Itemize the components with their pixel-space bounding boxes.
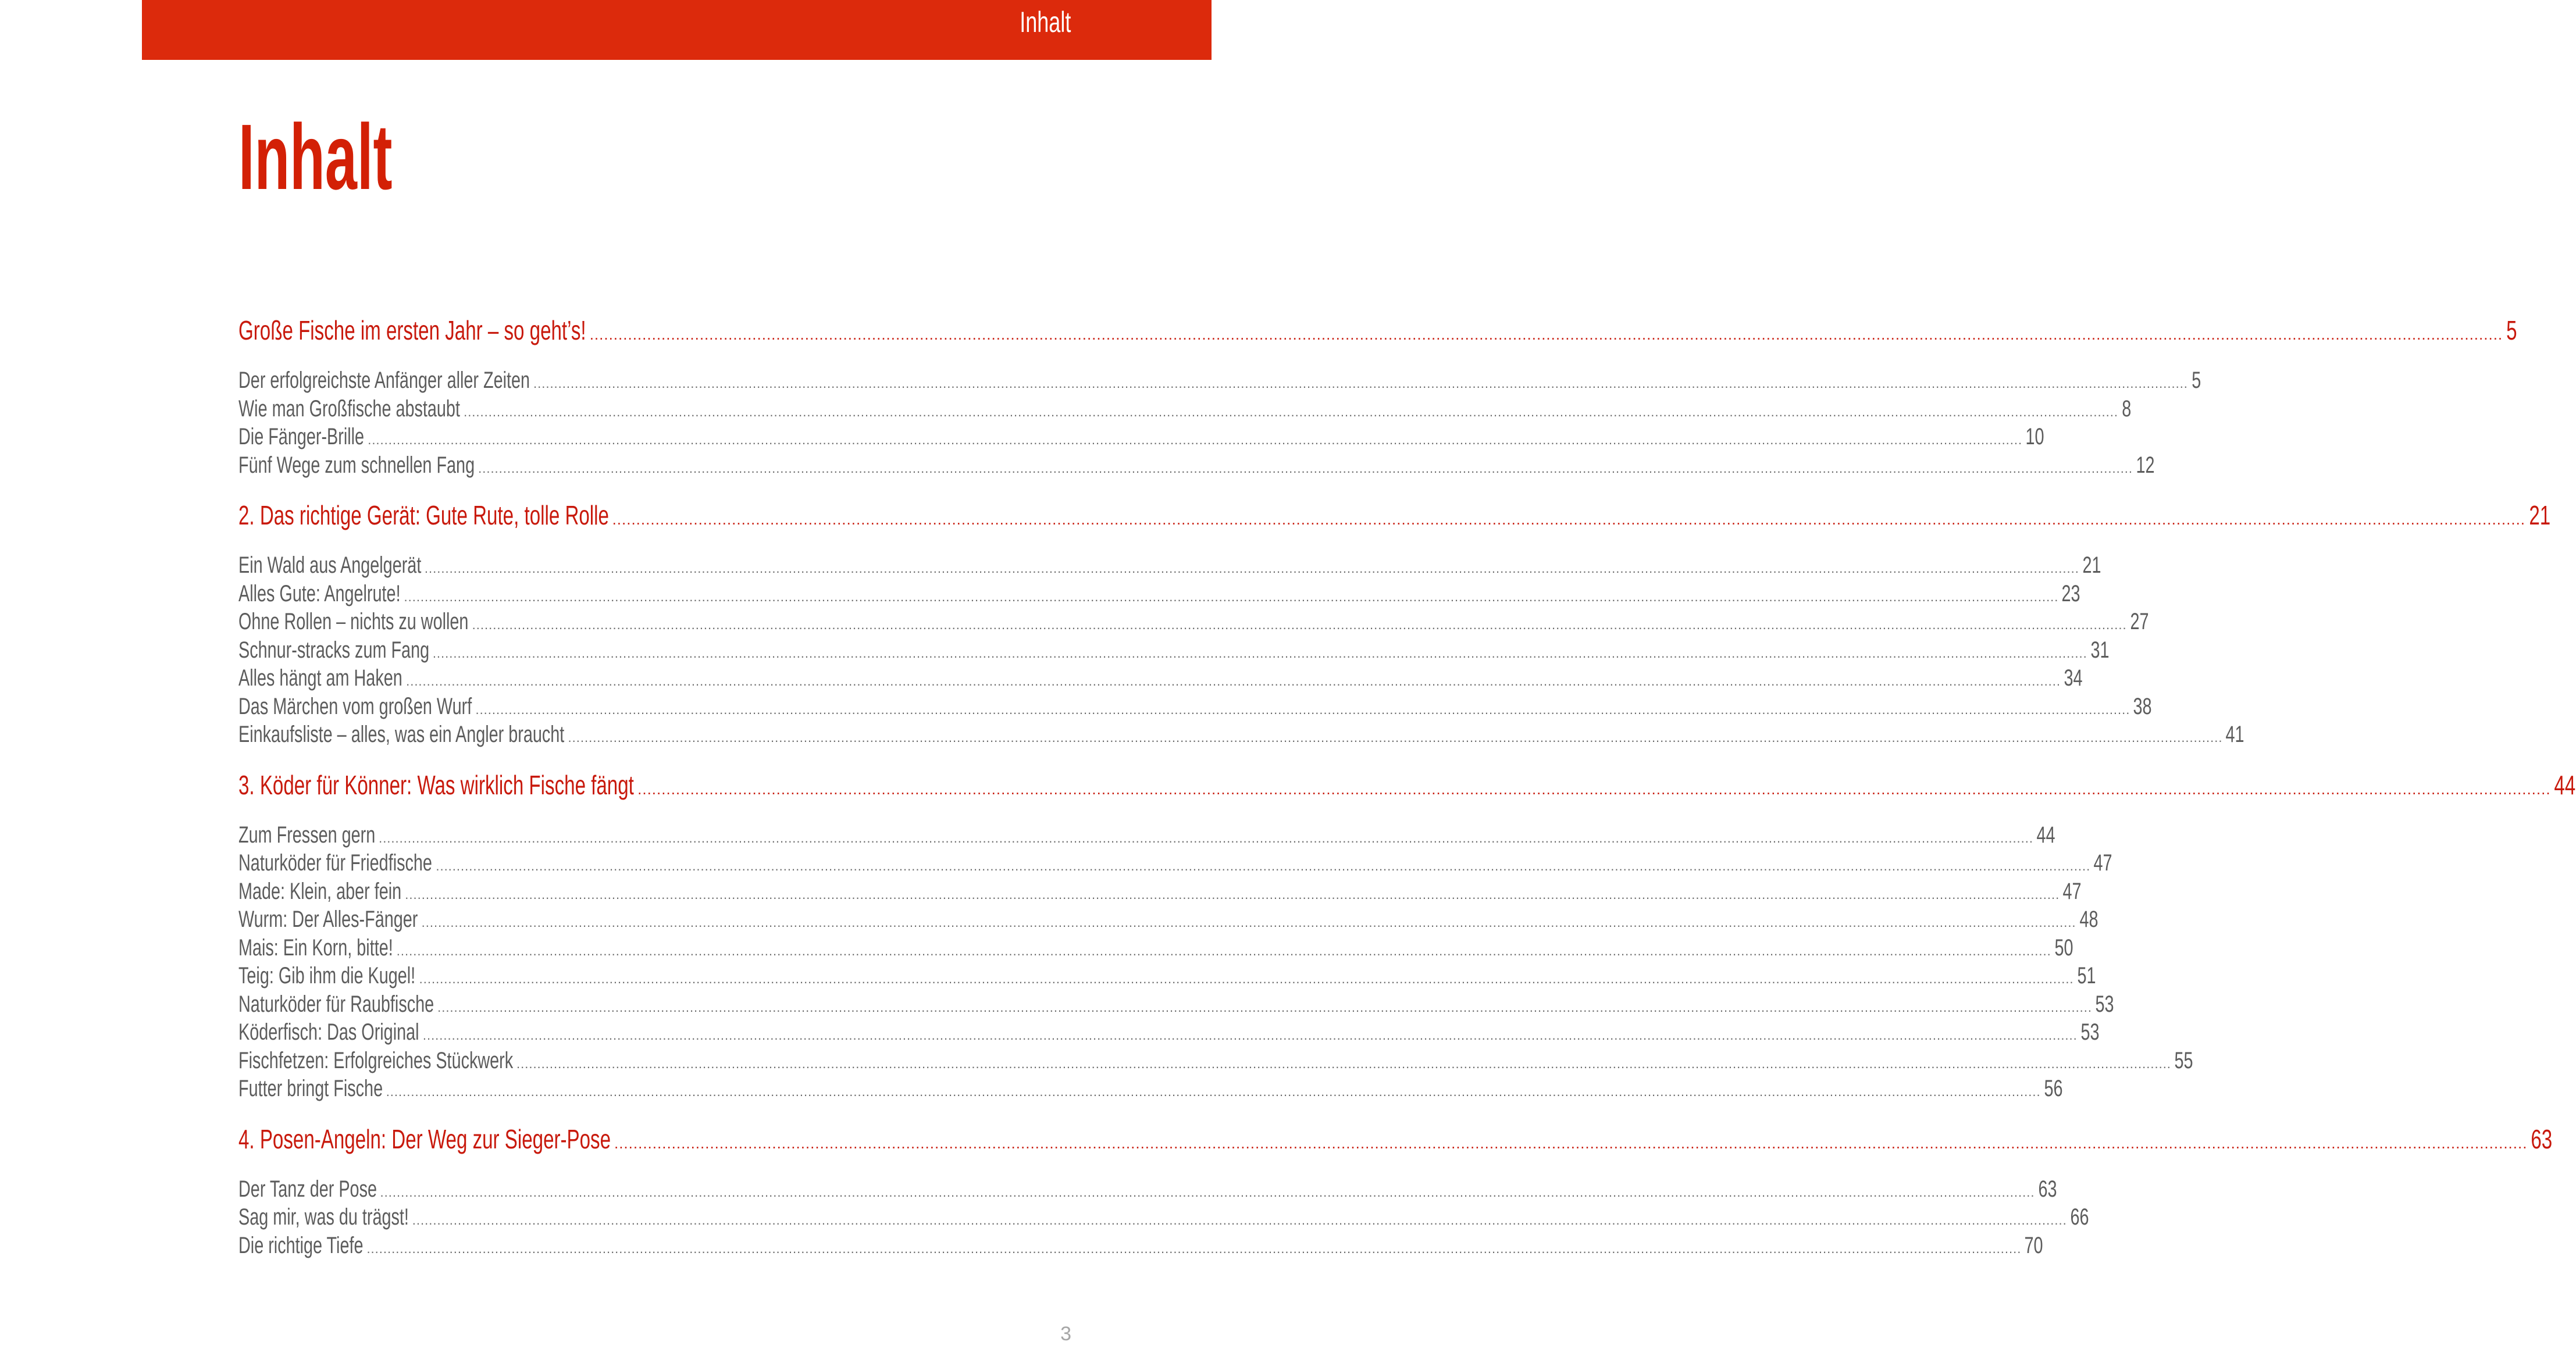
entry-page-number: 27	[2130, 609, 2149, 634]
dot-leader: ................................................................................................................................................................................................................................................................................................................................................................................................................	[419, 972, 2074, 986]
toc-entry-row[interactable]	[238, 1203, 2089, 1232]
entry-page-number: 47	[2062, 878, 2082, 904]
entry-title: Die richtige Tiefe	[238, 1232, 364, 1258]
dot-leader: ................................................................................................................................................................................................................................................................................................................................................................................................................	[432, 645, 2087, 661]
entry-title: Sag mir, was du trägst!	[238, 1204, 409, 1230]
toc-chapter	[238, 764, 2576, 1118]
dot-leader: ................................................................................................................................................................................................................................................................................................................................................................................................................	[464, 404, 2118, 419]
dot-leader: ................................................................................................................................................................................................................................................................................................................................................................................................................	[366, 1241, 2022, 1256]
dot-leader: ................................................................................................................................................................................................................................................................................................................................................................................................................	[637, 780, 2551, 798]
dot-leader: ................................................................................................................................................................................................................................................................................................................................................................................................................	[405, 887, 2060, 902]
entry-title: Wie man Großfische abstaubt	[238, 395, 460, 422]
toc-entry-row[interactable]	[238, 821, 2055, 850]
entry-title: Das Märchen vom großen Wurf	[238, 693, 472, 719]
entry-title: Schnur-stracks zum Fang	[238, 637, 430, 663]
entry-page-number: 5	[2192, 367, 2201, 393]
toc-entry-row[interactable]	[238, 1047, 2193, 1075]
dot-leader: ................................................................................................................................................................................................................................................................................................................................................................................................................	[612, 511, 2526, 528]
entry-title: Zum Fressen gern	[238, 822, 376, 848]
entry-page-number: 66	[2070, 1204, 2089, 1230]
dot-leader: ................................................................................................................................................................................................................................................................................................................................................................................................................	[478, 461, 2133, 476]
entry-title: Wurm: Der Alles-Fänger	[238, 907, 418, 932]
toc-entry-row[interactable]	[238, 395, 2132, 423]
table-of-contents	[238, 309, 2576, 1259]
toc-entry-row[interactable]	[238, 962, 2096, 990]
entry-page-number: 55	[2174, 1047, 2193, 1073]
toc-entry-row[interactable]	[238, 990, 2114, 1019]
entry-page-number: 47	[2093, 850, 2112, 876]
entry-page-number: 50	[2054, 934, 2073, 961]
toc-entry-row[interactable]	[238, 877, 2082, 906]
toc-entry-row[interactable]	[238, 423, 2044, 451]
dot-leader: ................................................................................................................................................................................................................................................................................................................................................................................................................	[412, 1213, 2067, 1227]
entry-title: Köderfisch: Das Original	[238, 1019, 419, 1045]
entry-page-number: 53	[2080, 1019, 2100, 1045]
toc-entry-row[interactable]	[238, 551, 2101, 580]
toc-entry-row[interactable]	[238, 720, 2244, 749]
toc-entry-row[interactable]	[238, 1175, 2057, 1204]
toc-entry-row[interactable]	[238, 636, 2110, 665]
chapter-page-number: 44	[2554, 769, 2576, 800]
toc-entry-row[interactable]	[238, 849, 2112, 877]
dot-leader: ................................................................................................................................................................................................................................................................................................................................................................................................................	[533, 376, 2188, 391]
dot-leader: ................................................................................................................................................................................................................................................................................................................................................................................................................	[472, 618, 2127, 632]
entry-page-number: 23	[2061, 580, 2080, 606]
entry-title: Alles hängt am Haken	[238, 665, 402, 691]
page-title: Inhalt	[238, 105, 393, 209]
toc-chapter-row[interactable]	[238, 494, 2551, 536]
entry-title: Mais: Ein Korn, bitte!	[238, 934, 393, 961]
toc-entry-row[interactable]	[238, 1075, 2063, 1103]
entry-page-number: 31	[2090, 637, 2110, 663]
dot-leader: ................................................................................................................................................................................................................................................................................................................................................................................................................	[421, 915, 2076, 930]
entry-title: Fischfetzen: Erfolgreiches Stückwerk	[238, 1047, 514, 1073]
entry-title: Die Fänger-Brille	[238, 424, 365, 449]
dot-leader: ................................................................................................................................................................................................................................................................................................................................................................................................................	[589, 326, 2503, 343]
entry-title: Naturköder für Friedfische	[238, 850, 432, 876]
entry-page-number: 34	[2064, 665, 2083, 691]
entry-title: Alles Gute: Angelrute!	[238, 580, 401, 606]
chapter-title: 2. Das richtige Gerät: Gute Rute, tolle Rolle	[238, 500, 609, 530]
entry-page-number: 38	[2133, 693, 2152, 719]
dot-leader: ................................................................................................................................................................................................................................................................................................................................................................................................................	[368, 433, 2023, 447]
dot-leader: ................................................................................................................................................................................................................................................................................................................................................................................................................	[422, 1028, 2078, 1043]
chapter-title: 4. Posen-Angeln: Der Weg zur Sieger-Pose	[238, 1123, 611, 1154]
entry-title: Der erfolgreichste Anfänger aller Zeiten	[238, 367, 530, 393]
entry-page-number: 44	[2036, 822, 2055, 848]
dot-leader: ................................................................................................................................................................................................................................................................................................................................................................................................................	[380, 1184, 2035, 1200]
toc-entry-row[interactable]	[238, 366, 2201, 395]
toc-chapter-row[interactable]	[238, 764, 2576, 806]
entry-title: Fünf Wege zum schnellen Fang	[238, 452, 475, 478]
dot-leader: ................................................................................................................................................................................................................................................................................................................................................................................................................	[568, 730, 2223, 745]
toc-entry-row[interactable]	[238, 905, 2098, 934]
chapter-page-number: 63	[2531, 1123, 2553, 1154]
toc-entry-row[interactable]	[238, 580, 2080, 608]
entry-title: Made: Klein, aber fein	[238, 878, 402, 904]
dot-leader: ................................................................................................................................................................................................................................................................................................................................................................................................................	[404, 589, 2059, 604]
entry-title: Der Tanz der Pose	[238, 1176, 377, 1202]
entry-title: Einkaufsliste – alles, was ein Angler braucht	[238, 722, 565, 747]
toc-chapter	[238, 494, 2551, 764]
toc-entry-row[interactable]	[238, 664, 2083, 693]
toc-chapter-row[interactable]	[238, 309, 2517, 351]
toc-entry-row[interactable]	[238, 608, 2149, 636]
dot-leader: ................................................................................................................................................................................................................................................................................................................................................................................................................	[424, 561, 2079, 576]
entry-page-number: 21	[2082, 552, 2101, 578]
toc-entry-row[interactable]	[238, 1018, 2100, 1047]
entry-title: Ohne Rollen – nichts zu wollen	[238, 609, 469, 634]
entry-page-number: 53	[2095, 991, 2114, 1017]
header-bar	[142, 0, 1212, 60]
entry-title: Ein Wald aus Angelgerät	[238, 552, 422, 578]
dot-leader: ................................................................................................................................................................................................................................................................................................................................................................................................................	[386, 1084, 2041, 1099]
entry-page-number: 8	[2122, 395, 2132, 422]
entry-page-number: 51	[2077, 963, 2096, 988]
chapter-page-number: 21	[2529, 500, 2551, 530]
entry-page-number: 70	[2024, 1232, 2043, 1258]
toc-chapter-row[interactable]	[238, 1118, 2553, 1160]
dot-leader: ................................................................................................................................................................................................................................................................................................................................................................................................................	[436, 859, 2091, 873]
entry-page-number: 56	[2044, 1076, 2063, 1101]
chapter-page-number: 5	[2506, 315, 2517, 345]
entry-title: Teig: Gib ihm die Kugel!	[238, 963, 416, 988]
toc-entry-row[interactable]	[238, 1232, 2043, 1260]
entry-page-number: 48	[2079, 907, 2098, 932]
toc-entry-row[interactable]	[238, 693, 2152, 721]
entry-title: Futter bringt Fische	[238, 1076, 383, 1101]
entry-title: Naturköder für Raubfische	[238, 991, 434, 1017]
toc-entry-row[interactable]	[238, 451, 2155, 480]
toc-chapter	[238, 1118, 2553, 1260]
dot-leader: ................................................................................................................................................................................................................................................................................................................................................................................................................	[396, 943, 2051, 958]
entry-page-number: 10	[2025, 424, 2044, 449]
chapter-title: Große Fische im ersten Jahr – so geht’s!	[238, 315, 586, 345]
running-header-title: Inhalt	[1019, 6, 1071, 38]
page-number: 3	[1060, 1323, 1071, 1345]
dot-leader: ................................................................................................................................................................................................................................................................................................................................................................................................................	[406, 674, 2061, 688]
entry-page-number: 41	[2225, 722, 2244, 747]
entry-page-number: 63	[2037, 1176, 2057, 1202]
entry-page-number: 12	[2136, 452, 2155, 478]
toc-entry-row[interactable]	[238, 934, 2073, 962]
chapter-title: 3. Köder für Könner: Was wirklich Fische fängt	[238, 769, 634, 800]
dot-leader: ................................................................................................................................................................................................................................................................................................................................................................................................................	[379, 830, 2033, 845]
dot-leader: ................................................................................................................................................................................................................................................................................................................................................................................................................	[475, 702, 2130, 717]
toc-chapter	[238, 309, 2517, 494]
dot-leader: ................................................................................................................................................................................................................................................................................................................................................................................................................	[614, 1134, 2528, 1152]
dot-leader: ................................................................................................................................................................................................................................................................................................................................................................................................................	[437, 1000, 2093, 1015]
dot-leader: ................................................................................................................................................................................................................................................................................................................................................................................................................	[516, 1056, 2171, 1071]
